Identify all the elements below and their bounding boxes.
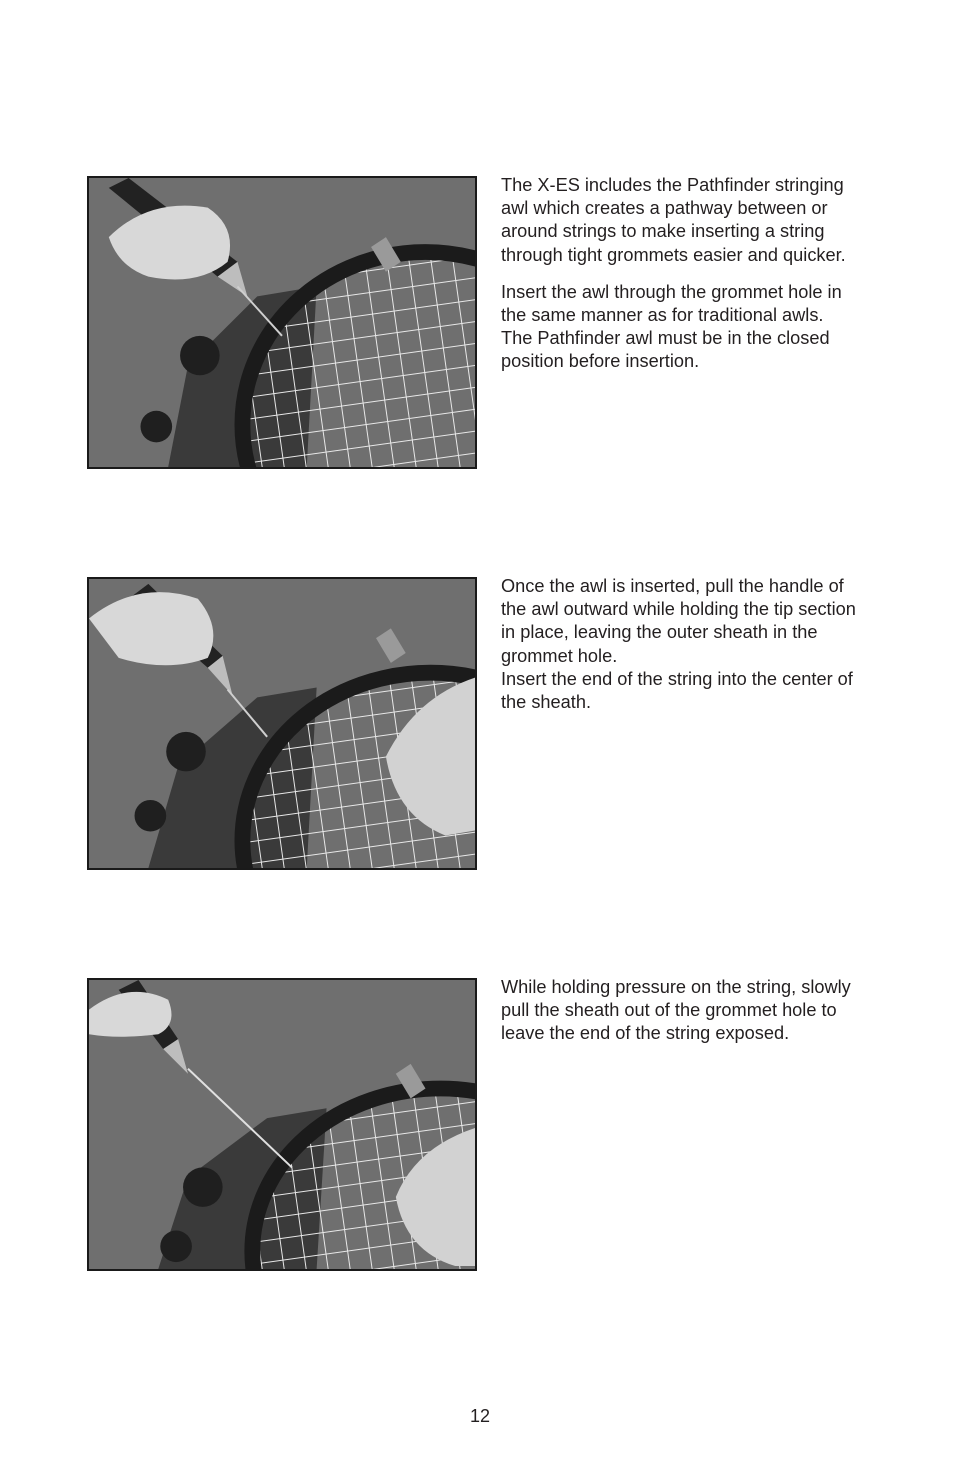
- section-1-text: [501, 174, 886, 374]
- paragraph: Insert the awl through the grommet hole in the same manner as for traditional awls. The Pathfinder awl must be in the closed position before insertion.: [501, 281, 842, 372]
- photo-awl-handle-pulled: [87, 577, 477, 870]
- page-number: 12: [469, 1406, 491, 1426]
- section-2-text: [501, 575, 886, 714]
- photo-awl-insertion: [87, 176, 477, 469]
- paragraph: Insert the end of the string into the center of the sheath.: [501, 668, 853, 713]
- paragraph: The X-ES includes the Pathfinder stringing awl which creates a pathway between or around strings to make inserting a string through tight grommets easier and quicker.: [501, 175, 846, 265]
- paragraph: While holding pressure on the string, slowly pull the sheath out of the grommet hole to leave the end of the string exposed.: [501, 977, 851, 1044]
- paragraph: Once the awl is inserted, pull the handle of the awl outward while holding the tip section in place, leaving the outer sheath in the grommet hole.: [501, 576, 856, 666]
- section-3-text: [501, 976, 886, 1046]
- photo-sheath-removed: [87, 978, 477, 1271]
